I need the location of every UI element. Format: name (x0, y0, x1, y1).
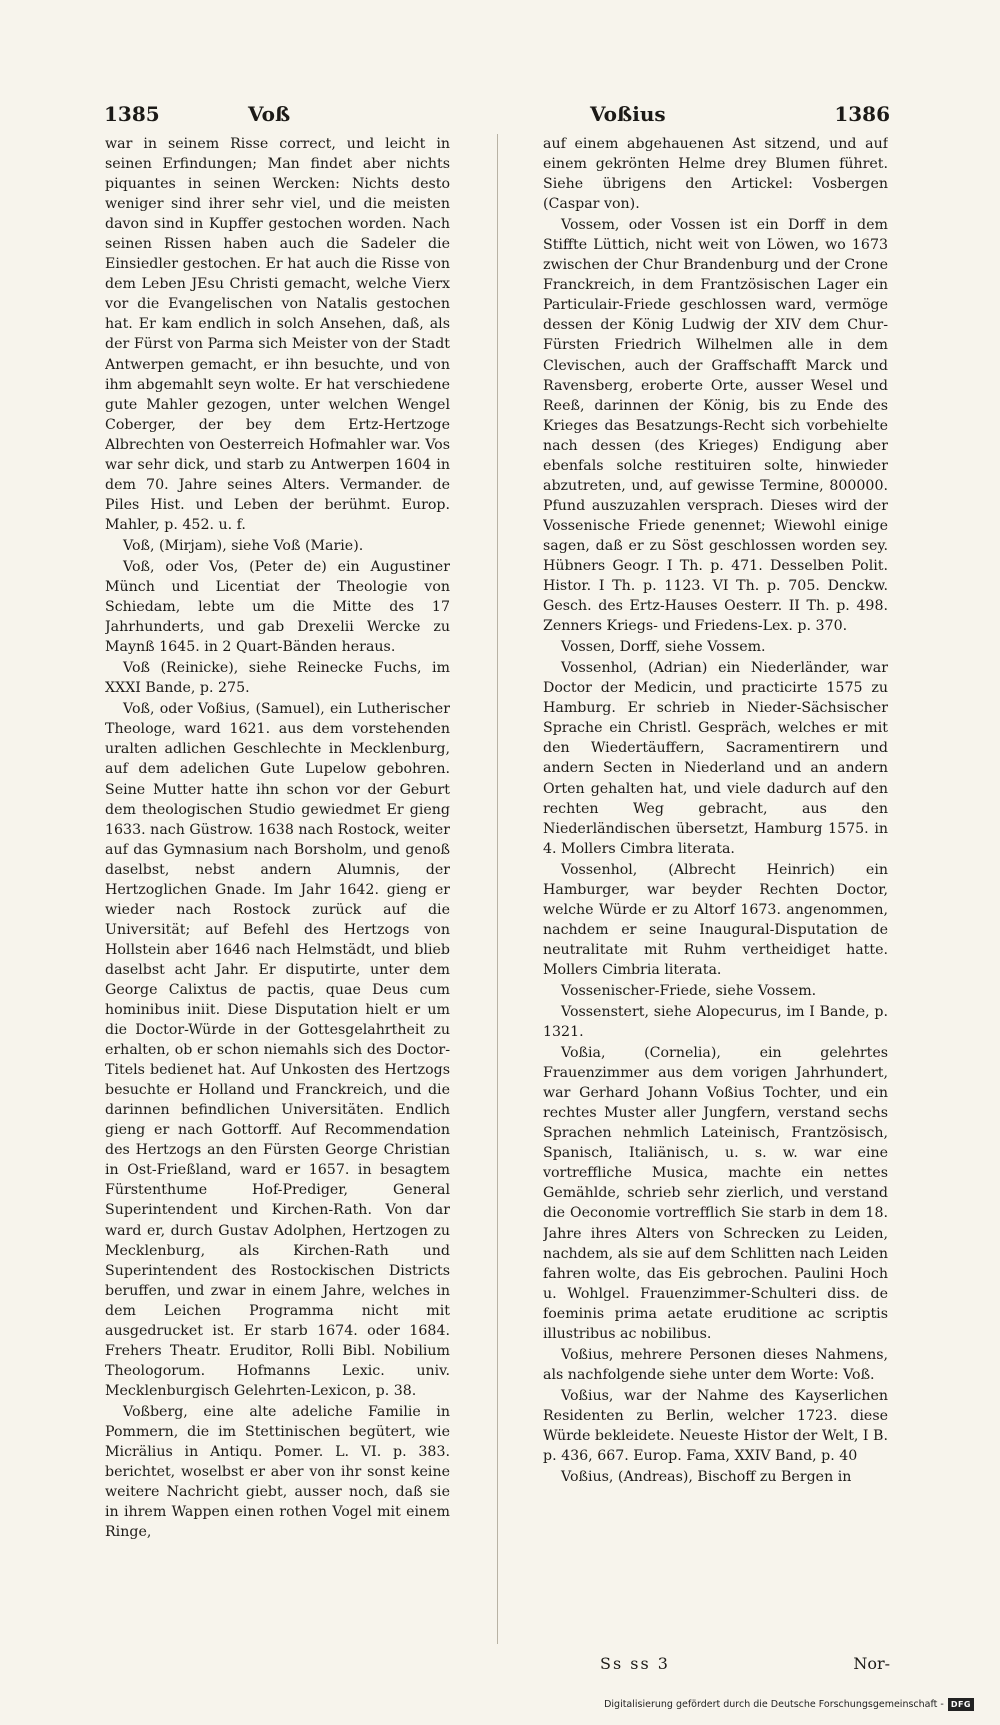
entry-paragraph: Voß, (Mirjam), siehe Voß (Marie). (123, 537, 364, 554)
catchword: Nor- (853, 1654, 890, 1673)
page-footer (100, 1654, 890, 1676)
dfg-logo: DFG (948, 1698, 974, 1711)
page-number-left: 1385 (104, 102, 160, 126)
headword-left: Voß (248, 102, 291, 126)
running-header (100, 94, 890, 130)
signature-mark: Ss ss 3 (600, 1654, 670, 1673)
entry-paragraph: Voß, oder Voßius, (Samuel), ein Lutherischer Theologe, ward 1621. aus dem vorstehenden uralten adlichen Geschlechte in Mecklenburg, auf dem adelichen Gute Lupelow gebohren. Seine Mutter hatte ihn schon vor der Geburt dem theologischen Studio gewiedmet Er gieng 1633. nach Güstrow. 1638 nach Rostock, weiter auf das Gymnasium nach Borsholm, und genoß daselbst, nebst andern Alumnis, der Hertzoglichen Gnade. Im Jahr 1642. gieng er wieder nach Rostock zurück auf die Universität; auf Befehl des Hertzogs von Hollstein aber 1646 nach Helmstädt, und blieb daselbst acht Jahr. Er disputirte, unter dem George Calixtus de pactis, quae Deus cum hominibus iniit. Diese Disputation hielt er um die Doctor-Würde in der Gottesgelahrtheit zu erhalten, ob er schon niemahls sich des Doctor-Titels bedienet hat. Auf Unkosten des Hertzogs besuchte er Holland und Franckreich, und die darinnen befindlichen Universitäten. Endlich gieng er nach Gottorff. Auf Recommendation des Hertzogs an den Fürsten George Christian in Ost-Frießland, ward er 1657. in besagtem Fürstenthume Hof-Prediger, General Superintendent und Kirchen-Rath. Von dar ward er, durch Gustav Adolphen, Hertzogen zu Mecklenburg, als Kirchen-Rath und Superintendent des Rostockischen Districts beruffen, und zwar in einem Jahre, welches in dem Leichen Programma nicht mit ausgedrucket ist. Er starb 1674. oder 1684. Frehers Theatr. Eruditor, Rolli Bibl. Nobilium Theologorum. Hofmanns Lexic. univ. Mecklenburgisch Gelehrten-Lexicon, p. 38. (105, 701, 450, 1399)
book-page (100, 94, 890, 1673)
entry-paragraph: Vossenstert, siehe Alopecurus, im I Bande, p. 1321. (543, 1004, 888, 1041)
digitization-credit (604, 1698, 974, 1711)
entry-paragraph: Voß (Reinicke), siehe Reinecke Fuchs, im XXXI Bande, p. 275. (105, 660, 450, 697)
entry-paragraph: Vossenhol, (Adrian) ein Niederländer, war Doctor der Medicin, und practicirte 1575 zu Hamburg. Er schrieb in Nieder-Sächsischer Sprache ein Christl. Gespräch, welches er mit den Wiedertäuffern, Sacramentirern und andern Secten in Niederland und an andern Orten gehalten hat, und viele dadurch auf den rechten Weg gebracht, aus den Niederländischen übersetzt, Hamburg 1575. in 4. Mollers Cimbra literata. (543, 660, 888, 857)
entry-paragraph: Vossem, oder Vossen ist ein Dorff in dem Stiffte Lüttich, nicht weit von Löwen, wo 1673 zwischen der Chur Brandenburg und der Crone Franckreich, in dem Frantzösischen Lager ein Particulair-Friede geschlossen ward, vermöge dessen der König Ludwig der XIV dem Chur-Fürsten Friedrich Wilhelmen alle in dem Clevischen, auch der Graffschafft Marck und Ravensberg, eroberte Orte, ausser Wesel und Reeß, darinnen der König, bis zu Ende des Krieges das Besatzungs-Recht sich vorbehielte nach dessen (des Krieges) Endigung aber ebenfals solche restituiren solte, hinwieder abzutreten, und, auf gewisse Termine, 800000. Pfund auszuzahlen versprach. Dieses wird der Vossenische Friede genennet; Wiewohl einige sagen, daß er zu Söst geschlossen worden sey. Hübners Geogr. I Th. p. 471. Desselben Polit. Histor. I Th. p. 1123. VI Th. p. 705. Denckw. Gesch. des Ertz-Hauses Oesterr. II Th. p. 498. Zenners Kriegs- und Friedens-Lex. p. 370. (543, 217, 888, 635)
entry-paragraph: Voß, oder Vos, (Peter de) ein Augustiner Münch und Licentiat der Theologie von Schiedam, lebte um die Mitte des 17 Jahrhunderts, und gab Drexelii Wercke zu Maynß 1645. in 2 Quart-Bänden heraus. (105, 558, 450, 656)
page-number-right: 1386 (834, 102, 890, 126)
right-column (543, 134, 888, 1649)
entry-paragraph: Voßius, (Andreas), Bischoff zu Bergen in (561, 1469, 852, 1486)
credit-text: Digitalisierung gefördert durch die Deutsche Forschungsgemeinschaft - (604, 1699, 944, 1710)
entry-paragraph: Voßius, war der Nahme des Kayserlichen Residenten zu Berlin, welcher 1723. diese Würde bekleidete. Neueste Histor der Welt, I B. p. 436, 667. Europ. Fama, XXIV Band, p. 40 (543, 1387, 888, 1465)
entry-paragraph: Vossenischer-Friede, siehe Vossem. (561, 982, 817, 999)
entry-paragraph: Vossen, Dorff, siehe Vossem. (561, 639, 766, 656)
entry-paragraph: Voßberg, eine alte adeliche Familie in Pommern, die im Stettinischen begütert, wie Micrälius in Antiqu. Pomer. L. VI. p. 383. berichtet, woselbst er aber von ihr sonst keine weitere Nachricht giebt, ausser noch, daß sie in ihrem Wappen einen rothen Vogel mit einem Ringe, (105, 1403, 450, 1541)
left-column (105, 134, 450, 1649)
entry-paragraph: Vossenhol, (Albrecht Heinrich) ein Hamburger, war beyder Rechten Doctor, welche Würde er zu Altorf 1673. angenommen, nachdem er seine Inaugural-Disputation de neutralitate mit Ruhm vertheidiget hatte. Mollers Cimbria literata. (543, 861, 888, 978)
entry-paragraph: Voßia, (Cornelia), ein gelehrtes Frauenzimmer aus dem vorigen Jahrhundert, war Gerhard Johann Voßius Tochter, und ein rechtes Muster aller Jungfern, verstand sechs Sprachen nehmlich Lateinisch, Frantzösisch, Spanisch, Italiänisch, u. s. w. war eine vortreffliche Musica, machte ein nettes Gemählde, schrieb sehr zierlich, und verstand die Oeconomie vortrefflich Sie starb in dem 18. Jahre ihres Alters von Schrecken zu Leiden, nachdem, als sie auf dem Schlitten nach Leiden fahren wolte, das Eis gebrochen. Paulini Hoch u. Wohlgel. Frauenzimmer-Schulteri diss. de foeminis prima aetate eruditione ac scriptis illustribus ac nobilibus. (543, 1045, 888, 1342)
headword-right: Voßius (590, 102, 666, 126)
column-divider (497, 134, 498, 1644)
entry-paragraph: war in seinem Risse correct, und leicht in seinen Erfindungen; Man findet aber nichts piquantes in seinen Wercken: Nichts desto weniger sind ihrer sehr viel, und die meisten davon sind in Kupffer gestochen worden. Nach seinen Rissen haben auch die Sadeler die Einsiedler gestochen. Er hat auch die Risse von dem Leben JEsu Christi gemacht, welche Vierx vor die Evangelischen von Natalis gestochen hat. Er kam endlich in solch Ansehen, daß, als der Fürst von Parma sich Meister von der Stadt Antwerpen gemacht, er ihn besuchte, und von ihm abgemahlt seyn wolte. Er hat verschiedene gute Mahler gezogen, unter welchen Wengel Coberger, der bey dem Ertz-Hertzoge Albrechten von Oesterreich Hofmahler war. Vos war sehr dick, und starb zu Antwerpen 1604 in dem 70. Jahre seines Alters. Vermander. de Piles Hist. und Leben der berühmt. Europ. Mahler, p. 452. u. f. (105, 136, 450, 533)
entry-paragraph: auf einem abgehauenen Ast sitzend, und auf einem gekrönten Helme drey Blumen führet. Siehe übrigens den Artickel: Vosbergen (Caspar von). (543, 136, 888, 213)
text-columns (100, 134, 890, 1654)
entry-paragraph: Voßius, mehrere Personen dieses Nahmens, als nachfolgende siehe unter dem Worte: Voß. (543, 1346, 888, 1383)
